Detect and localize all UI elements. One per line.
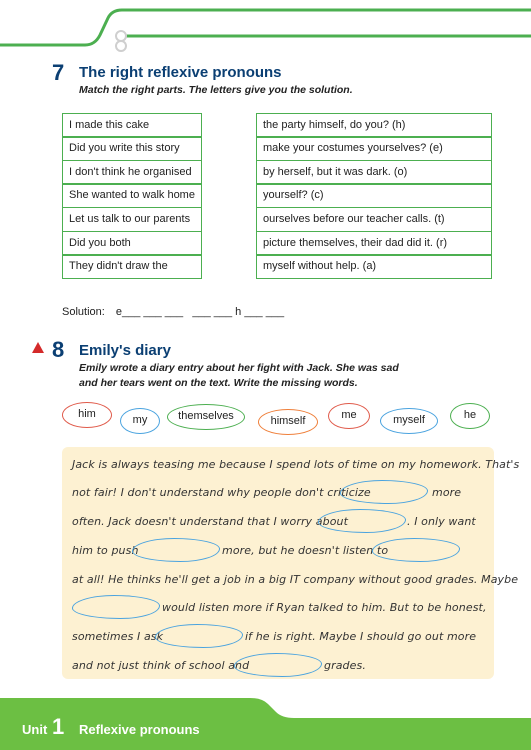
right-item-2[interactable]: make your costumes yourselves? (e): [256, 136, 492, 161]
solution-line: [62, 306, 284, 318]
diary-line-3-end: . I only want: [407, 515, 476, 528]
blank-field-4[interactable]: [372, 538, 460, 562]
left-item-7[interactable]: They didn't draw the: [62, 254, 202, 279]
header-decoration: [0, 0, 531, 60]
exercise-8-instruction-2: and her tears went on the text. Write the missing words.: [79, 377, 358, 389]
solution-answer-field[interactable]: e___ ___ ___ ___ ___ h ___ ___: [115, 306, 285, 318]
diary-line-2-end: more: [432, 486, 462, 499]
diary-line-4: him to push: [72, 544, 139, 557]
left-item-3[interactable]: I don't think he organised: [62, 160, 202, 185]
word-bubble-themselves[interactable]: themselves: [167, 404, 245, 430]
right-item-4[interactable]: yourself? (c): [256, 183, 492, 208]
right-match-column: [256, 114, 492, 279]
exercise-8-number: 8: [52, 337, 65, 362]
exercise-7-title: The right reflexive pronouns: [79, 64, 282, 81]
left-item-5[interactable]: Let us talk to our parents: [62, 207, 202, 232]
blank-field-3[interactable]: [132, 538, 220, 562]
left-item-2[interactable]: Did you write this story: [62, 136, 202, 161]
right-item-1[interactable]: the party himself, do you? (h): [256, 113, 492, 138]
footer-bar: [0, 690, 531, 750]
word-bubble-himself[interactable]: himself: [258, 409, 318, 435]
word-bubble-myself[interactable]: myself: [380, 408, 438, 434]
ring-icon: [116, 31, 126, 41]
ring-icon: [116, 41, 126, 51]
left-match-column: [62, 114, 202, 279]
left-item-4[interactable]: She wanted to walk home: [62, 183, 202, 208]
diary-panel: [62, 447, 494, 679]
footer-unit-number: 1: [52, 714, 65, 739]
diary-line-7: sometimes I ask: [72, 630, 164, 643]
right-item-7[interactable]: myself without help. (a): [256, 254, 492, 279]
right-item-5[interactable]: ourselves before our teacher calls. (t): [256, 207, 492, 232]
diary-line-2: not fair! I don't understand why people don't criticize: [72, 486, 371, 499]
difficulty-triangle-icon: [32, 342, 44, 353]
exercise-8-title: Emily's diary: [79, 342, 171, 359]
diary-line-6: would listen more if Ryan talked to him. But to be honest,: [162, 601, 487, 614]
diary-line-4-mid: more, but he doesn't listen to: [222, 544, 389, 557]
word-bubble-me[interactable]: me: [328, 403, 370, 429]
blank-field-5[interactable]: [72, 595, 160, 619]
solution-label: Solution:: [62, 306, 105, 318]
diary-line-7-end: if he is right. Maybe I should go out more: [245, 630, 477, 643]
blank-field-6[interactable]: [155, 624, 243, 648]
exercise-7-number: 7: [52, 60, 65, 85]
diary-line-1: Jack is always teasing me because I spend lots of time on my homework. That's: [72, 458, 520, 471]
blank-field-7[interactable]: [234, 653, 322, 677]
word-bubble-he[interactable]: he: [450, 403, 490, 429]
diary-line-3: often. Jack doesn't understand that I worry about: [72, 515, 349, 528]
diary-line-5: at all! He thinks he'll get a job in a big IT company without good grades. Maybe: [72, 573, 519, 586]
left-item-1[interactable]: I made this cake: [62, 113, 202, 138]
right-item-6[interactable]: picture themselves, their dad did it. (r): [256, 231, 492, 256]
diary-line-8-end: grades.: [324, 659, 366, 672]
word-bubble-him[interactable]: him: [62, 402, 112, 428]
blank-field-1[interactable]: [340, 480, 428, 504]
right-item-3[interactable]: by herself, but it was dark. (o): [256, 160, 492, 185]
footer-unit-label: Unit: [22, 722, 48, 737]
footer-topic: Reflexive pronouns: [79, 722, 200, 737]
blank-field-2[interactable]: [318, 509, 406, 533]
left-item-6[interactable]: Did you both: [62, 231, 202, 256]
diary-line-8: and not just think of school and: [72, 659, 250, 672]
exercise-8-instruction-1: Emily wrote a diary entry about her fight with Jack. She was sad: [79, 362, 399, 374]
word-bubble-my[interactable]: my: [120, 408, 160, 434]
exercise-7-instruction: Match the right parts. The letters give you the solution.: [79, 84, 353, 96]
